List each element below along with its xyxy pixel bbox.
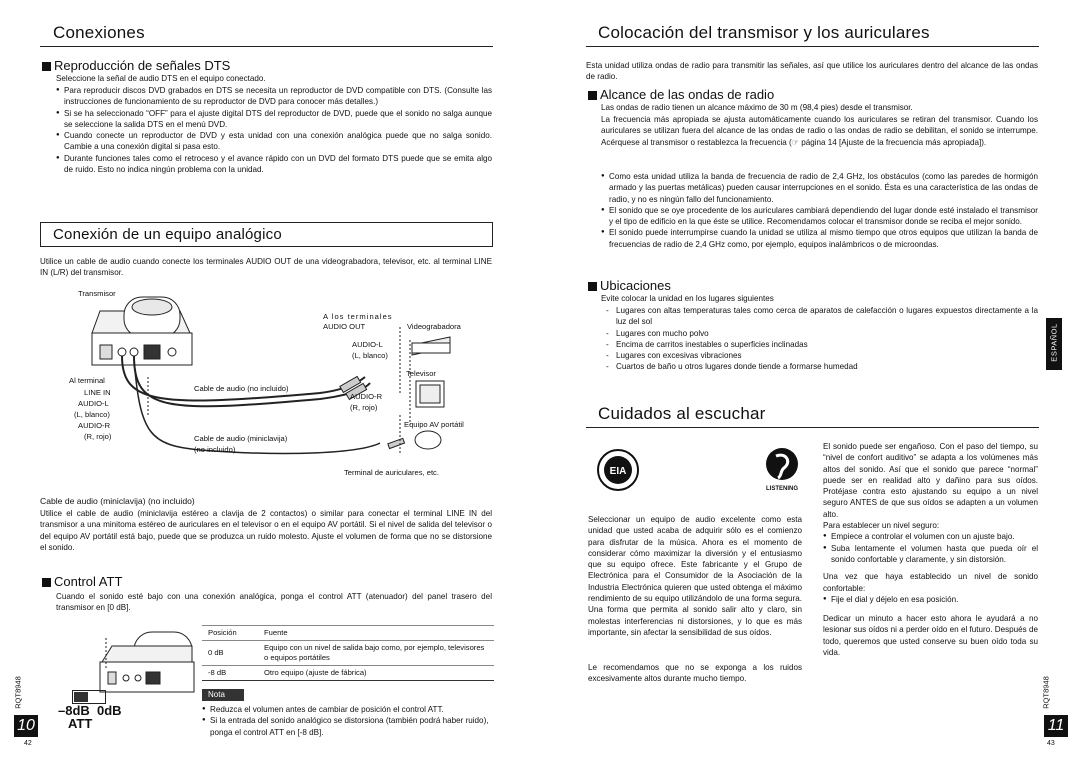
care-right-col: [823, 441, 1038, 658]
list-item: ● Empiece a controlar el volumen con un ajuste bajo.: [823, 531, 1038, 542]
att-switch-label: –8dB 0dB: [58, 703, 122, 718]
right-rqt-code: RQT8948: [1041, 676, 1051, 709]
range-p2: La frecuencia más apropiada se ajusta automáticamente cuando los auriculares se retiran del transmisor. Cuando los auriculares se utilizan fuera del alcance de las ondas de radio o las ondas de radio se debilitan, el sonido se interrumpe. Acérquese al transmisor o restablezca la frecuencia (☞ página 14 [Ajuste de la frecuencia más apropiada]).: [601, 115, 1038, 147]
dts-intro: Seleccione la señal de audio DTS en el equipo conectado.: [56, 74, 266, 83]
table-header: Posición: [208, 628, 237, 637]
range-title: Alcance de las ondas de radio: [588, 87, 774, 102]
tv-drawing: [416, 381, 444, 407]
analog-title-box: [40, 222, 493, 247]
att-switch[interactable]: [72, 690, 106, 704]
range-bullets: [601, 171, 1038, 250]
right-title-rule: [586, 46, 1039, 47]
att-title: Control ATT: [42, 574, 122, 589]
label-audio-r: AUDIO-R: [350, 392, 383, 401]
square-bullet-icon: [588, 282, 597, 291]
list-item: - Cuartos de baño u otros lugares donde tiende a formarse humedad: [604, 361, 1038, 372]
label-terminal-auriculares: Terminal de auriculares, etc.: [344, 468, 439, 477]
label-cable-audio: Cable de audio (no incluido): [194, 384, 289, 393]
analog-text: Utilice un cable de audio cuando conecte los terminales AUDIO OUT de una videograbadora, televisor, etc. al terminal LINE IN (L/R) del transmisor.: [40, 257, 492, 278]
label-r-rojo-2: (R, rojo): [84, 432, 112, 441]
vcr-drawing: [412, 337, 450, 355]
list-item: ● Cuando conecte un reproductor de DVD y esta unidad con una conexión analógica puede que no salga sonido. Cambie a una conexión digital si pasa esto.: [56, 130, 492, 153]
care-right-p4: Dedicar un minuto a hacer esto ahora le ayudará a no lesionar sus oídos ni a perder oído en el futuro. Después de todo, queremos que usted conserve su buen oído toda su vida.: [823, 614, 1038, 658]
table-header: Fuente: [264, 628, 288, 637]
espanol-tab: [1046, 318, 1062, 370]
care-left-col2: Le recomendamos que no se exponga a los ruidos excesivamente altos durante mucho tiempo.: [588, 663, 802, 684]
label-equipo-av: Equipo AV portátil: [404, 420, 464, 429]
list-item: ● Como esta unidad utiliza la banda de frecuencia de radio de 2,4 GHz, los obstáculos (como las paredes de hormigón armado y las puertas metálicas) pueden causar interrupciones en el sonido. Ésta es una característica de las ondas de radio, y no es ningún fallo del funcionamiento.: [601, 171, 1038, 205]
table-cell: -8 dB: [208, 668, 227, 677]
label-videograbadora: Videograbadora: [407, 322, 461, 331]
label-transmisor: Transmisor: [78, 289, 116, 298]
list-item: - Encima de carritos inestables o superficies inclinadas: [604, 339, 1038, 350]
label-a-los-terminales: A los terminales: [323, 312, 393, 321]
care-right-p3: Una vez que haya establecido un nivel de sonido confortable:: [823, 572, 1038, 593]
care-title: Cuidados al escuchar: [598, 404, 766, 423]
minijack-title: Cable de audio (miniclavija) (no incluido): [40, 496, 195, 506]
label-cable-mini-2: (no incluido): [194, 445, 236, 454]
table-cell: Equipo con un nivel de salida bajo como, por ejemplo, televisores o equipos portátiles: [264, 643, 485, 662]
nota-bullets: [202, 704, 494, 738]
square-bullet-icon: [588, 91, 597, 100]
portable-av-drawing: [388, 431, 441, 449]
label-l-blanco: (L, blanco): [352, 351, 388, 360]
label-audio-out: AUDIO OUT: [323, 322, 366, 331]
svg-text:EIA: EIA: [609, 466, 627, 477]
analog-title: Conexión de un equipo analógico: [53, 226, 282, 243]
right-intro: Esta unidad utiliza ondas de radio para transmitir las señales, así que utilice los auriculares dentro del alcance de las ondas de radio.: [586, 61, 1038, 82]
list-item: ● Fije el dial y déjelo en esa posición.: [823, 594, 1038, 605]
square-bullet-icon: [42, 62, 51, 71]
label-al-terminal: Al terminal: [69, 376, 105, 385]
list-item: ● Suba lentamente el volumen hasta que pueda oír el sonido confortable y claramente, y sin distorsión.: [823, 543, 1038, 566]
list-item: ● Durante funciones tales como el retroceso y el avance rápido con un DVD del formato DTS puede que se emita algo de ruido. Esto no indica ningún problema con la unidad.: [56, 153, 492, 176]
list-item: ● Para reproducir discos DVD grabados en DTS se necesita un reproductor de DVD compatible con DTS. (Consulte las instrucciones de funcionamiento de su reproductor de DVD para conocer más detalles.): [56, 85, 492, 108]
table-row: [202, 666, 494, 681]
label-r-rojo: (R, rojo): [350, 403, 378, 412]
connection-diagram: [40, 285, 493, 485]
att-text: Cuando el sonido esté bajo con una conexión analógica, ponga el control ATT (atenuador) del panel trasero del transmisor en [0 dB].: [56, 592, 492, 613]
label-l-blanco-2: (L, blanco): [74, 410, 110, 419]
label-cable-mini-1: Cable de audio (miniclavija): [194, 434, 288, 443]
dts-bullets: [56, 85, 492, 175]
label-audio-l: AUDIO-L: [352, 340, 383, 349]
left-page-number: 10: [14, 715, 38, 737]
att-table: [202, 625, 494, 681]
list-item: ● Reduzca el volumen antes de cambiar de posición el control ATT.: [202, 704, 494, 715]
locations-intro: Evite colocar la unidad en los lugares siguientes: [601, 294, 774, 303]
list-item: - Lugares con altas temperaturas tales como cerca de aparatos de calefacción o lugares expuestos directamente a la luz del sol: [604, 305, 1038, 328]
range-p1: Las ondas de radio tienen un alcance máximo de 30 m (98,4 pies) desde el transmisor.: [601, 103, 913, 112]
att-transmitter-drawing: [46, 628, 196, 698]
right-section-title: Colocación del transmisor y los auriculares: [598, 23, 930, 42]
list-item: ● Si se ha seleccionado “OFF” para el ajuste digital DTS del reproductor de DVD, puede que el sonido no salga aunque se seleccione la salida DTS en el menú DVD.: [56, 108, 492, 131]
transmitter-drawing: [92, 297, 192, 365]
list-item: ● El sonido que se oye procedente de los auriculares cambiará dependiendo del lugar donde esté instalado el transmisor y el tipo de edificio en la que éste se utilice. Recomendamos colocar el transmisor donde se reciba el mejor sonido.: [601, 205, 1038, 228]
table-cell: 0 dB: [208, 648, 224, 657]
left-title-rule: [40, 46, 493, 47]
dts-title: Reproducción de señales DTS: [42, 58, 230, 73]
list-item: ● Si la entrada del sonido analógico se distorsiona (también podrá haber ruido), ponga el control ATT en [-8 dB].: [202, 715, 494, 738]
list-item: ● El sonido puede interrumpirse cuando la unidad se utiliza al mismo tiempo que otros equipos que utilizan la banda de frecuencias de radio de 2,4 GHz como, por ejemplo, equipos inalámbricos o de microondas.: [601, 227, 1038, 250]
square-bullet-icon: [42, 578, 51, 587]
listening-logo: [762, 446, 802, 494]
right-page-number: 11: [1044, 715, 1068, 737]
list-item: - Lugares con excesivas vibraciones: [604, 350, 1038, 361]
minijack-text: Utilice el cable de audio (miniclavija estéreo a clavija de 2 contactos) o similar para conectar el terminal LINE IN del transmisor a una minitoma estéreo de auriculares en el televisor o en el equipo AV portátil. Si el nivel de salida del televisor o del equipo AV portátil está bajo, puede que se produzca un ruido molesto. Ajuste el volumen de forma que no se distorsione el sonido.: [40, 509, 492, 552]
label-audio-r-2: AUDIO-R: [78, 421, 111, 430]
left-rqt-code: RQT8948: [13, 676, 23, 709]
left-section-title: Conexiones: [53, 23, 145, 42]
locations-list: [604, 305, 1038, 373]
table-header-row: [202, 626, 494, 641]
care-left-col: Seleccionar un equipo de audio excelente como esta unidad que usted acaba de adquirir sólo es el comienzo para disfrutar de la música. Ahora es el momento de considerar cómo maximizar la diversión y el entusiasmo que su equipo ofrece. Este fabricante y el Grupo de Electrónica para el Consumidor de la Asociación de la Industria Electrónica quieren que usted obtenga el máximo rendimiento de su equipo utilizándolo de una forma segura. Una forma que permita al sonido salir alto y claro, sin molestas interferencias ni distorsiones, y lo que es más importante, sin afectar la sensibilidad de sus oídos.: [588, 515, 802, 637]
care-title-rule: [586, 427, 1039, 428]
list-item: - Lugares con mucho polvo: [604, 328, 1038, 339]
left-small-page-number: 42: [24, 740, 32, 747]
table-row: [202, 641, 494, 666]
nota-badge: Nota: [202, 689, 244, 701]
att-label: ATT: [68, 716, 93, 731]
label-televisor: Televisor: [406, 369, 436, 378]
att-switch-knob: [74, 692, 88, 702]
eia-logo: [596, 448, 640, 492]
care-right-p2: Para establecer un nivel seguro:: [823, 521, 940, 531]
espanol-label: ESPAÑOL: [1049, 323, 1059, 362]
label-line-in: LINE IN: [84, 388, 111, 397]
table-cell: Otro equipo (ajuste de fábrica): [264, 668, 367, 677]
svg-text:LISTENING: LISTENING: [765, 486, 799, 492]
label-audio-l-2: AUDIO-L: [78, 399, 109, 408]
right-small-page-number: 43: [1047, 740, 1055, 747]
care-right-p1: El sonido puede ser engañoso. Con el paso del tiempo, su “nivel de confort auditivo” se adapta a los volúmenes más altos del sonido. Así que el sonido que parece “normal” puede ser en realidad alto y dañino para sus oídos. Protéjase contra esto ajustando su equipo a un nivel seguro ANTES de que sus oídos se adapten a un volumen alto.: [823, 442, 1038, 519]
locations-title: Ubicaciones: [588, 278, 671, 293]
